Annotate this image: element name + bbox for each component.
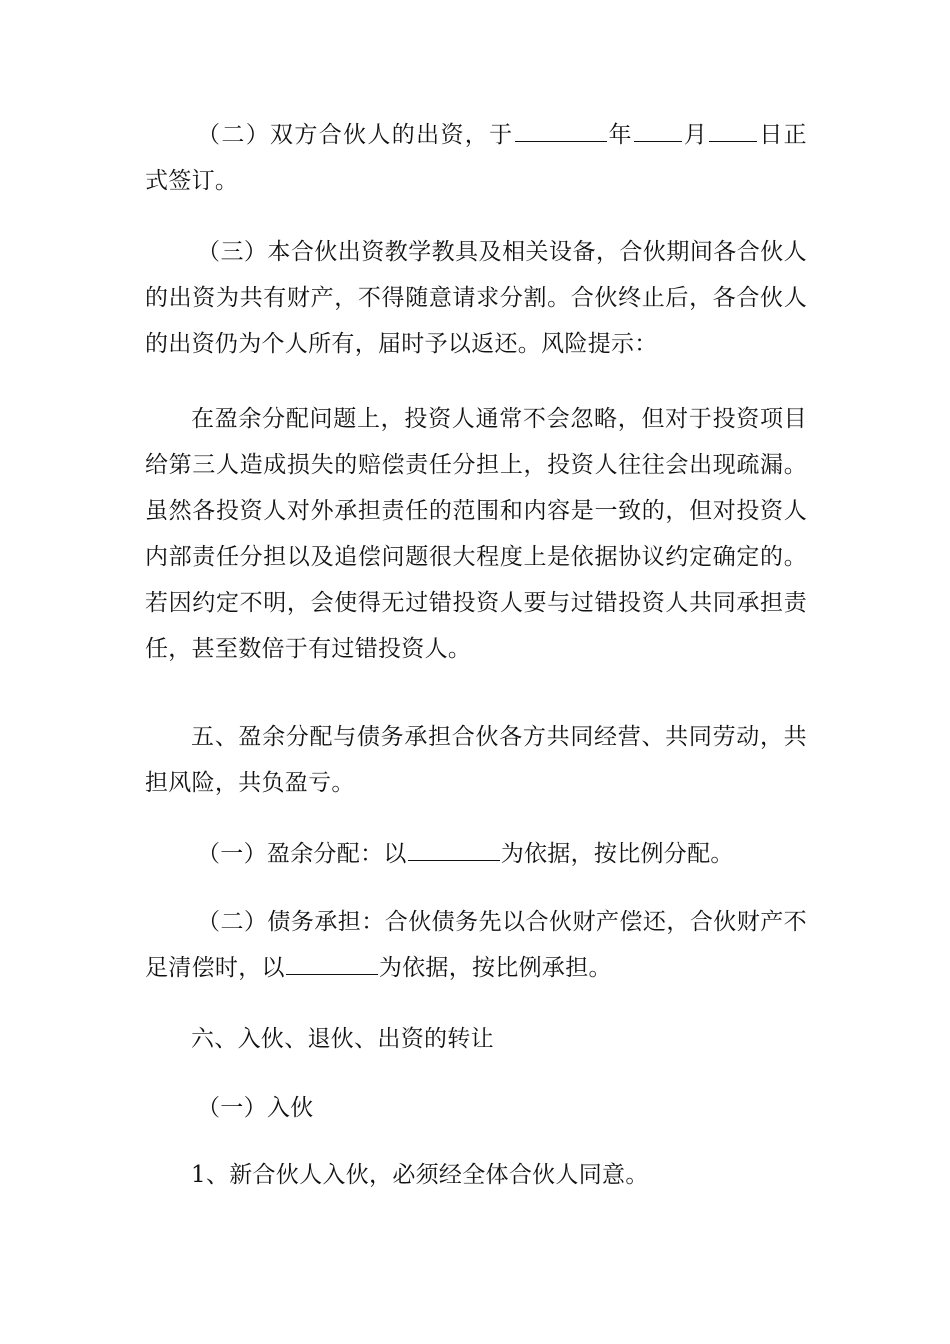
paragraph-debt-bearing xyxy=(145,899,807,991)
text-segment: 日正式签订。 xyxy=(145,122,807,194)
paragraph-admission-rule-1: 1、新合伙人入伙，必须经全体合伙人同意。 xyxy=(191,1162,649,1188)
blank-debt-basis-field[interactable] xyxy=(286,950,378,975)
paragraph-capital-contribution-date xyxy=(145,112,807,204)
blank-day-field[interactable] xyxy=(709,117,757,142)
blank-profit-basis-field[interactable] xyxy=(408,836,500,861)
heading-profit-and-debt: 五、盈余分配与债务承担合伙各方共同经营、共同劳动，共担风险，共负盈亏。 xyxy=(145,724,807,796)
paragraph-profit-distribution xyxy=(145,831,807,877)
text-segment: （一）盈余分配：以 xyxy=(197,841,407,867)
text-segment: 年 xyxy=(607,122,633,148)
text-segment: （二）双方合伙人的出资，于 xyxy=(197,122,514,148)
paragraph-risk-warning: 在盈余分配问题上，投资人通常不会忽略，但对于投资项目给第三人造成损失的赔偿责任分担上，投资人往往会出现疏漏。虽然各投资人对外承担责任的范围和内容是一致的，但对投资人内部责任分担以及追偿问题很大程度上是依据协议约定确定的。若因约定不明，会使得无过错投资人要与过错投资人共同承担责任，甚至数倍于有过错投资人。 xyxy=(145,406,807,662)
text-segment: 为依据，按比例承担。 xyxy=(378,955,612,981)
text-segment: （二）债务承担：合伙债务先以合伙财产偿还，合伙财产不足清偿时，以 xyxy=(145,909,807,981)
text-segment: 月 xyxy=(682,122,709,148)
heading-admission-withdrawal-transfer: 六、入伙、退伙、出资的转让 xyxy=(191,1026,494,1052)
blank-month-field[interactable] xyxy=(634,117,682,142)
heading-admission: （一）入伙 xyxy=(197,1095,314,1121)
blank-year-field[interactable] xyxy=(515,117,607,142)
text-segment: 为依据，按比例分配。 xyxy=(500,841,734,867)
paragraph-shared-property: （三）本合伙出资教学教具及相关设备，合伙期间各合伙人的出资为共有财产，不得随意请求分割。合伙终止后，各合伙人的出资仍为个人所有，届时予以返还。风险提示： xyxy=(145,239,807,357)
